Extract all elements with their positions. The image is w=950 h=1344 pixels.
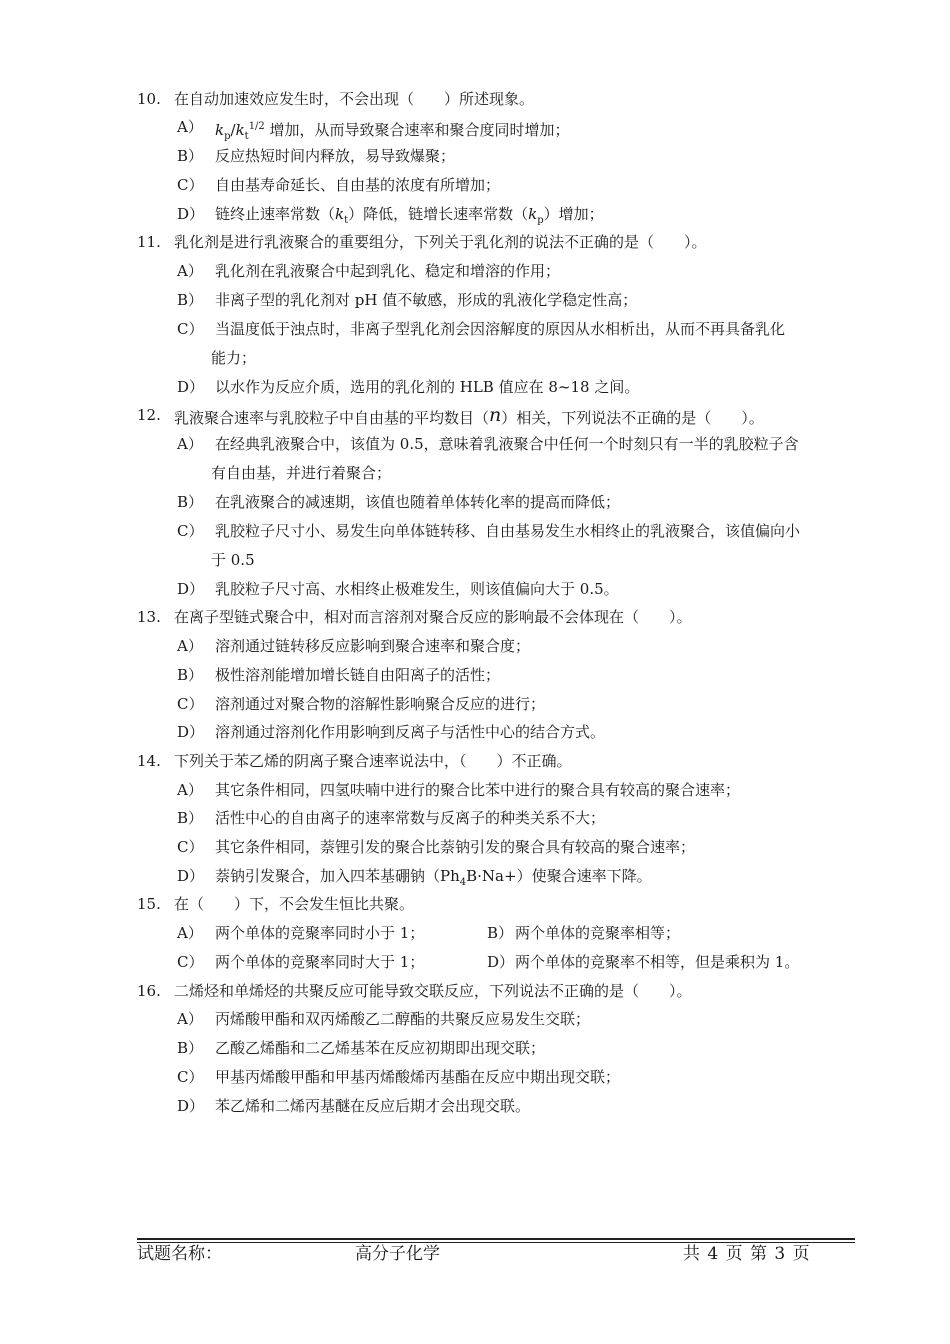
option-text: 溶剂通过溶剂化作用影响到反离子与活性中心的结合方式。 xyxy=(215,723,606,741)
option-letter: A） xyxy=(177,781,203,799)
footer-label: 试题名称： xyxy=(137,1244,222,1264)
option-letter: B） xyxy=(177,493,204,511)
option-letter: B） xyxy=(177,809,204,827)
question-number: 16. xyxy=(137,982,161,1000)
formula-k: k xyxy=(235,121,245,139)
option-letter: B） xyxy=(177,1039,204,1057)
option-letter: D） xyxy=(487,953,515,971)
formula-sub: p xyxy=(537,215,544,226)
option-text xyxy=(215,204,604,231)
question-number: 15. xyxy=(137,895,161,913)
question-text: 在自动加速效应发生时，不会出现（ ）所述现象。 xyxy=(174,90,535,108)
question-text: 乳化剂是进行乳液聚合的重要组分，下列关于乳化剂的说法不正确的是（ ）。 xyxy=(174,233,707,251)
question-number: 14. xyxy=(137,752,161,770)
option-text-continued: 于 0.5 xyxy=(211,551,255,569)
option-letter: A） xyxy=(177,924,203,942)
option-letter: C） xyxy=(177,320,204,338)
option-text-part: B·Na+）使聚合速率下降。 xyxy=(466,867,652,885)
option-letter: C） xyxy=(177,1068,204,1086)
option-text: 苯乙烯和二烯丙基醚在反应后期才会出现交联。 xyxy=(215,1097,531,1115)
option-letter: D） xyxy=(177,580,205,598)
question-text: 在离子型链式聚合中，相对而言溶剂对聚合反应的影响最不会体现在（ ）。 xyxy=(174,608,692,626)
option-text: 乳胶粒子尺寸小、易发生向单体链转移、自由基易发生水相终止的乳液聚合，该值偏向小 xyxy=(215,522,801,540)
option-text: 反应热短时间内释放，易导致爆聚； xyxy=(215,147,456,165)
option-text: 乳胶粒子尺寸高、水相终止极难发生，则该值偏向大于 0.5。 xyxy=(215,580,619,598)
option-letter: A） xyxy=(177,1010,203,1028)
option-text: 极性溶剂能增加增长链自由阳离子的活性； xyxy=(215,666,501,684)
option-text: 其它条件相同，四氢呋喃中进行的聚合比苯中进行的聚合具有较高的聚合速率； xyxy=(215,781,741,799)
question-text: 二烯烃和单烯烃的共聚反应可能导致交联反应，下列说法不正确的是（ ）。 xyxy=(174,982,692,1000)
option-letter: D） xyxy=(177,867,205,885)
formula-k: k xyxy=(335,205,345,223)
option-text: 乳化剂在乳液聚合中起到乳化、稳定和增溶的作用； xyxy=(215,262,561,280)
option-letter: A） xyxy=(177,118,203,136)
option-letter: B） xyxy=(487,924,514,942)
option-text: 当温度低于浊点时，非离子型乳化剂会因溶解度的原因从水相析出，从而不再具备乳化 xyxy=(215,320,786,338)
option-letter: A） xyxy=(177,435,203,453)
option-text: 两个单体的竞聚率同时小于 1； xyxy=(215,924,425,942)
option-text: 其它条件相同，萘锂引发的聚合比萘钠引发的聚合具有较高的聚合速率； xyxy=(215,838,696,856)
formula-slash: / xyxy=(230,121,236,139)
option-text: 溶剂通过链转移反应影响到聚合速率和聚合度； xyxy=(215,637,531,655)
option-letter: D） xyxy=(177,205,205,223)
formula-sup: 1/2 xyxy=(248,121,265,132)
question-number: 12. xyxy=(137,406,161,424)
option-text-continued: 能力； xyxy=(211,349,257,367)
option-text xyxy=(215,117,570,147)
formula-sub: t xyxy=(344,215,349,226)
option-text: 甲基丙烯酸甲酯和甲基丙烯酸烯丙基酯在反应中期出现交联； xyxy=(215,1068,621,1086)
option-text: 丙烯酸甲酯和双丙烯酸乙二醇酯的共聚反应易发生交联； xyxy=(215,1010,591,1028)
option-text-continued: 有自由基，并进行着聚合； xyxy=(211,464,392,482)
option-letter: C） xyxy=(177,522,204,540)
option-text: 两个单体的竞聚率相等； xyxy=(515,924,681,942)
footer-rule-thick xyxy=(137,1238,855,1240)
option-text: 在乳液聚合的减速期，该值也随着单体转化率的提高而降低； xyxy=(215,493,621,511)
option-text-part: ）增加； xyxy=(543,205,604,223)
question-text: 下列关于苯乙烯的阴离子聚合速率说法中，（ ）不正确。 xyxy=(174,752,572,770)
option-text: 溶剂通过对聚合物的溶解性影响聚合反应的进行； xyxy=(215,695,546,713)
option-letter: C） xyxy=(177,176,204,194)
footer-course-name: 高分子化学 xyxy=(355,1244,440,1264)
option-letter: B） xyxy=(177,666,204,684)
option-letter: C） xyxy=(177,838,204,856)
question-number: 11. xyxy=(137,233,161,251)
option-text: 在经典乳液聚合中，该值为 0.5，意味着乳液聚合中任何一个时刻只有一半的乳胶粒子含 xyxy=(215,435,799,453)
option-text: 乙酸乙烯酯和二乙烯基苯在反应初期即出现交联； xyxy=(215,1039,546,1057)
formula-sub: 4 xyxy=(459,877,467,888)
question-number: 13. xyxy=(137,608,161,626)
option-text-part: 萘钠引发聚合，加入四苯基硼钠（Ph xyxy=(215,867,460,885)
option-text: 两个单体的竞聚率不相等，但是乘积为 1。 xyxy=(515,953,800,971)
option-text: 活性中心的自由离子的速率常数与反离子的种类关系不大； xyxy=(215,809,606,827)
formula-k: k xyxy=(215,121,225,139)
question-text-part: ）相关，下列说法不正确的是（ ）。 xyxy=(501,409,764,427)
question-text-part: 乳液聚合速率与乳胶粒子中自由基的平均数目（ xyxy=(174,409,490,427)
formula-sub: t xyxy=(244,131,249,142)
option-letter: D） xyxy=(177,378,205,396)
option-letter: C） xyxy=(177,953,204,971)
question-text xyxy=(174,405,764,428)
option-text xyxy=(215,866,652,893)
formula-k: k xyxy=(528,205,538,223)
question-number: 10. xyxy=(137,90,161,108)
option-letter: A） xyxy=(177,637,203,655)
option-text: 以水作为反应介质，选用的乳化剂的 HLB 值应在 8~18 之间。 xyxy=(215,378,640,396)
footer-page-info: 共 4 页 第 3 页 xyxy=(683,1244,810,1264)
option-letter: B） xyxy=(177,147,204,165)
option-letter: D） xyxy=(177,723,205,741)
option-text-rest: 增加，从而导致聚合速率和聚合度同时增加； xyxy=(264,121,570,139)
option-letter: C） xyxy=(177,695,204,713)
option-letter: D） xyxy=(177,1097,205,1115)
question-text: 在（ ）下，不会发生恒比共聚。 xyxy=(174,895,415,913)
option-text: 自由基寿命延长、自由基的浓度有所增加； xyxy=(215,176,501,194)
option-text-part: 链终止速率常数（ xyxy=(215,205,336,223)
n-bar-symbol: n xyxy=(489,404,502,426)
option-letter: A） xyxy=(177,262,203,280)
option-text: 两个单体的竞聚率同时大于 1； xyxy=(215,953,425,971)
formula-sub: p xyxy=(224,131,231,142)
option-text: 非离子型的乳化剂对 pH 值不敏感，形成的乳液化学稳定性高； xyxy=(215,291,638,309)
option-text-part: ）降低，链增长速率常数（ xyxy=(348,205,529,223)
option-letter: B） xyxy=(177,291,204,309)
